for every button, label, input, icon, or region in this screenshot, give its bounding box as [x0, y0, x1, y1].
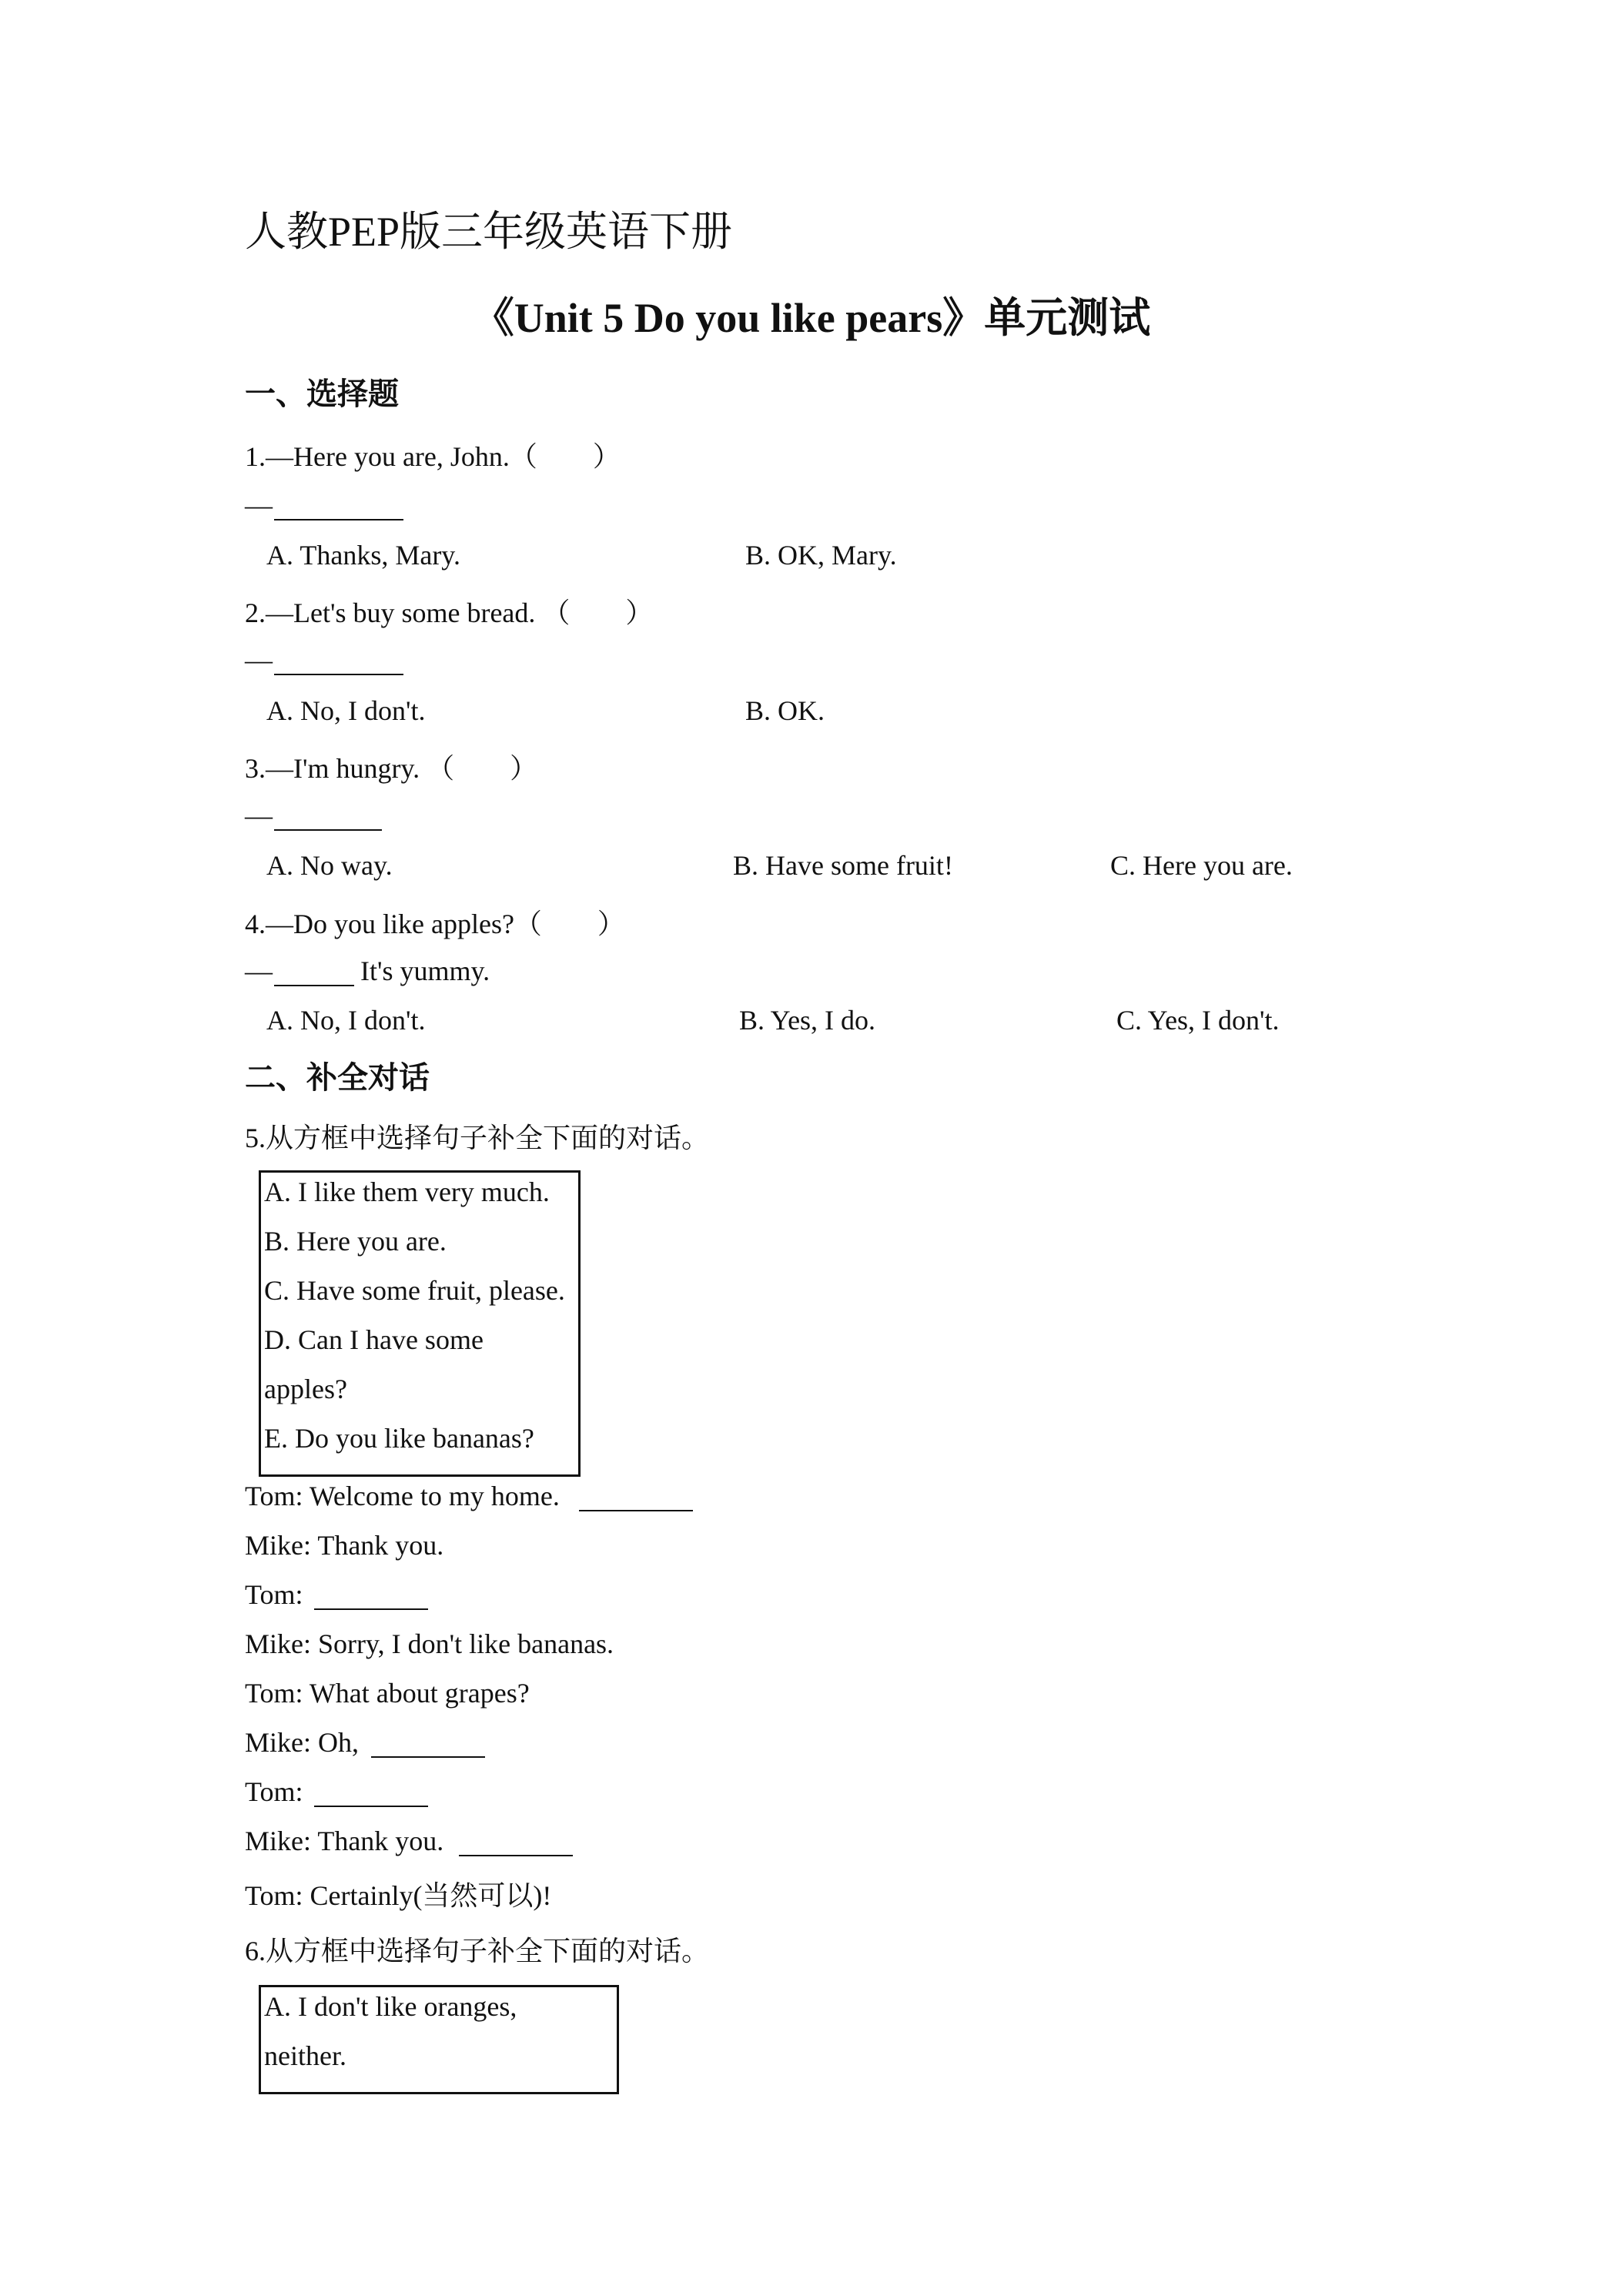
question-1-option-a: A. Thanks, Mary.	[266, 540, 460, 571]
dialogue-line-6: Mike: Oh,	[245, 1727, 359, 1758]
box-option-d: D. Can I have some	[264, 1324, 484, 1355]
question-2-stem: 2.—Let's buy some bread. （ ）	[245, 597, 654, 628]
question-5-option-box	[259, 1170, 581, 1477]
dialogue-line-8: Mike: Thank you.	[245, 1826, 444, 1856]
question-1-stem: 1.—Here you are, John.（ ）	[245, 441, 621, 472]
question-3-option-b: B. Have some fruit!	[733, 850, 953, 881]
question-4-stem: 4.—Do you like apples?（ ）	[245, 909, 625, 939]
question-2-dash: —	[245, 644, 273, 675]
question-6-option-box	[259, 1985, 619, 2094]
question-2-option-a: A. No, I don't.	[266, 695, 426, 726]
box-option-c: C. Have some fruit, please.	[264, 1275, 565, 1306]
question-1-option-b: B. OK, Mary.	[745, 540, 897, 571]
question-3-dash: —	[245, 800, 273, 831]
question-4-dash: —	[245, 956, 273, 986]
question-2-option-b: B. OK.	[745, 695, 825, 726]
dialogue-line-5: Tom: What about grapes?	[245, 1678, 530, 1709]
dialogue-line-9: Tom: Certainly(当然可以)!	[245, 1880, 552, 1911]
question-3-option-a: A. No way.	[266, 850, 393, 881]
dialogue-blank-4[interactable]	[314, 1806, 428, 1807]
question-3-option-c: C. Here you are.	[1110, 850, 1293, 881]
dialogue-line-1: Tom: Welcome to my home.	[245, 1481, 560, 1511]
dialogue-line-7: Tom:	[245, 1776, 303, 1807]
dialogue-line-2: Mike: Thank you.	[245, 1530, 444, 1561]
question-6-instruction: 6.从方框中选择句子补全下面的对话。	[245, 1936, 710, 1966]
document-subtitle: 《Unit 5 Do you like pears》单元测试	[472, 295, 1151, 341]
question-4-option-b: B. Yes, I do.	[739, 1005, 876, 1036]
question-2-answer-blank[interactable]	[274, 674, 403, 675]
question-4-option-c: C. Yes, I don't.	[1116, 1005, 1280, 1036]
section-2-title: 二、补全对话	[245, 1060, 430, 1095]
dialogue-line-3: Tom:	[245, 1579, 303, 1610]
question-1-dash: —	[245, 490, 273, 520]
question-4-answer-blank[interactable]	[274, 985, 354, 986]
dialogue-blank-5[interactable]	[459, 1855, 573, 1856]
dialogue-line-4: Mike: Sorry, I don't like bananas.	[245, 1628, 614, 1659]
box6-option-a-continued: neither.	[264, 2040, 346, 2071]
section-1-title: 一、选择题	[245, 377, 399, 411]
question-1-answer-blank[interactable]	[274, 519, 403, 520]
box-option-e: E. Do you like bananas?	[264, 1423, 534, 1454]
document-title: 人教PEP版三年级英语下册	[245, 209, 733, 255]
question-4-after-blank: It's yummy.	[360, 956, 490, 986]
box-option-a: A. I like them very much.	[264, 1176, 550, 1207]
box-option-b: B. Here you are.	[264, 1226, 447, 1257]
question-5-instruction: 5.从方框中选择句子补全下面的对话。	[245, 1123, 710, 1153]
question-3-stem: 3.—I'm hungry. （ ）	[245, 753, 538, 784]
box6-option-a: A. I don't like oranges,	[264, 1991, 517, 2022]
question-3-answer-blank[interactable]	[274, 829, 382, 831]
question-4-option-a: A. No, I don't.	[266, 1005, 426, 1036]
box-option-d-continued: apples?	[264, 1374, 347, 1404]
dialogue-blank-2[interactable]	[314, 1608, 428, 1610]
dialogue-blank-1[interactable]	[579, 1510, 693, 1511]
dialogue-blank-3[interactable]	[371, 1756, 485, 1758]
